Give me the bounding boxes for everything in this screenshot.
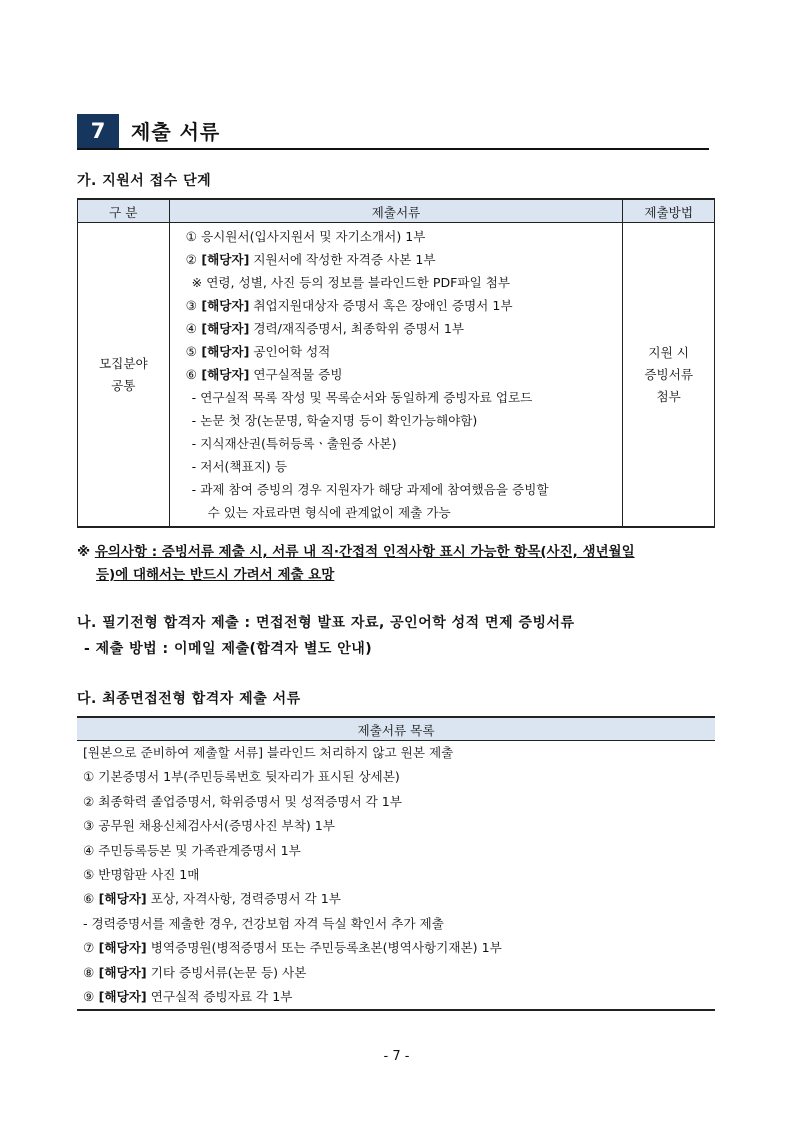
list-item — [178, 340, 619, 363]
item-text: [원본으로 준비하여 제출할 서류] 블라인드 처리하지 않고 원본 제출 — [83, 745, 454, 760]
item-text: 지식재산권(특허등록ㆍ출원증 사본) — [196, 436, 397, 451]
caution-note — [77, 541, 717, 587]
item-marker: - — [191, 482, 197, 497]
list-item — [178, 501, 619, 524]
item-text: 최종학력 졸업증명서, 학위증명서 및 성적증명서 각 1부 — [94, 793, 402, 809]
documents-cell — [169, 223, 623, 528]
item-text: 논문 첫 장(논문명, 학술지명 등이 확인가능해야함) — [196, 413, 478, 428]
list-item — [178, 317, 619, 340]
item-marker: ⑧ — [83, 964, 95, 980]
method-cell — [623, 223, 715, 528]
item-marker: ※ — [191, 275, 203, 290]
note-line-2: 등)에 대해서는 반드시 가려서 제출 요망 — [96, 567, 335, 583]
item-text: 기본증명서 1부(주민등록번호 뒷자리가 표시된 상세본) — [94, 769, 400, 785]
item-text: 응시원서(입사지원서 및 자기소개서) 1부 — [196, 229, 426, 244]
item-marker: ⑥ — [83, 891, 95, 907]
item-marker: ④ — [185, 321, 197, 336]
item-marker: ⑦ — [83, 940, 95, 956]
item-text: 저서(책표지) 등 — [196, 459, 288, 474]
list-item — [178, 409, 619, 432]
note-line-1: 유의사항 : 증빙서류 제출 시, 서류 내 직·간접적 인적사항 표시 가능한 항목(사진, 생년월일 — [94, 544, 635, 560]
item-marker: ④ — [83, 842, 95, 858]
list-item — [178, 271, 619, 294]
item-text: 반명함판 사진 1매 — [94, 866, 200, 882]
item-text: 경력증명서를 제출한 경우, 건강보험 자격 득실 확인서 추가 제출 — [87, 915, 444, 931]
application-documents-table — [77, 198, 715, 528]
list-item — [178, 386, 619, 409]
applicable-tag: [해당자] — [196, 344, 250, 359]
method-line: 증빙서류 — [644, 366, 693, 382]
list-item — [83, 863, 715, 887]
applicable-tag: [해당자] — [94, 891, 147, 907]
list-item — [83, 765, 715, 789]
documents-cell — [77, 741, 715, 1011]
page-number: - 7 - — [383, 1049, 410, 1064]
item-text: 기타 증빙서류(논문 등) 사본 — [146, 964, 307, 980]
list-item — [83, 741, 715, 765]
item-text: 연령, 성별, 사진 등의 정보를 블라인드한 PDF파일 첨부 — [202, 275, 511, 290]
final-documents-table — [77, 716, 715, 1011]
item-marker: - — [191, 459, 197, 474]
item-marker: ② — [185, 252, 197, 267]
applicable-tag: [해당자] — [196, 298, 250, 313]
item-marker: ⑤ — [83, 866, 95, 882]
item-marker: - — [191, 413, 197, 428]
applicable-tag: [해당자] — [94, 940, 147, 956]
item-marker: ① — [185, 229, 197, 244]
header-documents: 제출서류 — [169, 199, 623, 223]
item-text: 주민등록등본 및 가족관계증명서 1부 — [94, 842, 301, 858]
item-text: 지원서에 작성한 자격증 사본 1부 — [249, 252, 436, 267]
applicable-tag: [해당자] — [94, 988, 147, 1004]
list-item — [83, 936, 715, 960]
subsection-a-heading: 가. 지원서 접수 단계 — [77, 173, 212, 189]
list-item — [83, 887, 715, 911]
list-item — [178, 363, 619, 386]
list-item — [178, 225, 619, 248]
item-marker: ③ — [83, 818, 95, 834]
item-marker: - — [83, 915, 88, 931]
list-item — [178, 455, 619, 478]
item-marker: ⑨ — [83, 988, 95, 1004]
table-row — [77, 741, 715, 1011]
list-item — [83, 839, 715, 863]
item-text: 연구실적 증빙자료 각 1부 — [146, 988, 293, 1004]
item-text: 연구실적 목록 작성 및 목록순서와 동일하게 증빙자료 업로드 — [196, 390, 533, 405]
list-item — [178, 248, 619, 271]
table-row — [78, 223, 715, 528]
list-item — [178, 432, 619, 455]
category-line: 모집분야 — [98, 355, 148, 371]
table-header-row — [77, 717, 715, 741]
list-item — [83, 790, 715, 814]
item-text: 경력/재직증명서, 최종학위 증명서 1부 — [249, 321, 465, 336]
table-header-row — [78, 199, 715, 223]
item-text: 과제 참여 증빙의 경우 지원자가 해당 과제에 참여했음을 증빙할 — [196, 482, 549, 497]
item-text: 취업지원대상자 증명서 혹은 장애인 증명서 1부 — [249, 298, 513, 313]
item-text: 공인어학 성적 — [249, 344, 331, 359]
item-text: 수 있는 자료라면 형식에 관계없이 제출 가능 — [207, 505, 451, 520]
section-divider — [77, 148, 709, 150]
section-title: 제출 서류 — [131, 120, 221, 144]
header-document-list: 제출서류 목록 — [77, 717, 715, 741]
list-item — [83, 961, 715, 985]
section-number-badge: 7 — [77, 114, 119, 148]
subsection-b-heading: 나. 필기전형 합격자 제출 : 면접전형 발표 자료, 공인어학 성적 면제 증빙서류 — [77, 615, 575, 631]
item-marker: ③ — [185, 298, 197, 313]
list-item — [178, 294, 619, 317]
item-text: 포상, 자격사항, 경력증명서 각 1부 — [146, 891, 341, 907]
header-category: 구 분 — [78, 199, 170, 223]
submission-method: - 제출 방법 : 이메일 제출(합격자 별도 안내) — [84, 641, 373, 657]
list-item — [83, 814, 715, 838]
applicable-tag: [해당자] — [94, 964, 147, 980]
item-marker: ⑤ — [185, 344, 197, 359]
applicable-tag: [해당자] — [196, 367, 250, 382]
method-line: 첨부 — [656, 388, 681, 404]
category-line: 공통 — [111, 377, 136, 393]
applicable-tag: [해당자] — [196, 321, 250, 336]
category-cell — [78, 223, 170, 528]
method-line: 지원 시 — [648, 344, 689, 360]
item-marker: ⑥ — [185, 367, 197, 382]
list-item — [83, 985, 715, 1009]
item-marker: ① — [83, 769, 95, 785]
subsection-c-heading: 다. 최종면접전형 합격자 제출 서류 — [77, 691, 301, 707]
list-item — [83, 912, 715, 936]
item-text: 병역증명원(병적증명서 또는 주민등록초본(병역사항기재본) 1부 — [146, 940, 502, 956]
note-mark: ※ — [77, 544, 95, 560]
item-text: 연구실적물 증빙 — [249, 367, 343, 382]
header-method: 제출방법 — [623, 199, 715, 223]
list-item — [178, 478, 619, 501]
item-text: 공무원 채용신체검사서(증명사진 부착) 1부 — [94, 818, 335, 834]
item-marker: - — [191, 436, 197, 451]
item-marker: - — [191, 390, 197, 405]
item-marker: ② — [83, 793, 95, 809]
applicable-tag: [해당자] — [196, 252, 250, 267]
